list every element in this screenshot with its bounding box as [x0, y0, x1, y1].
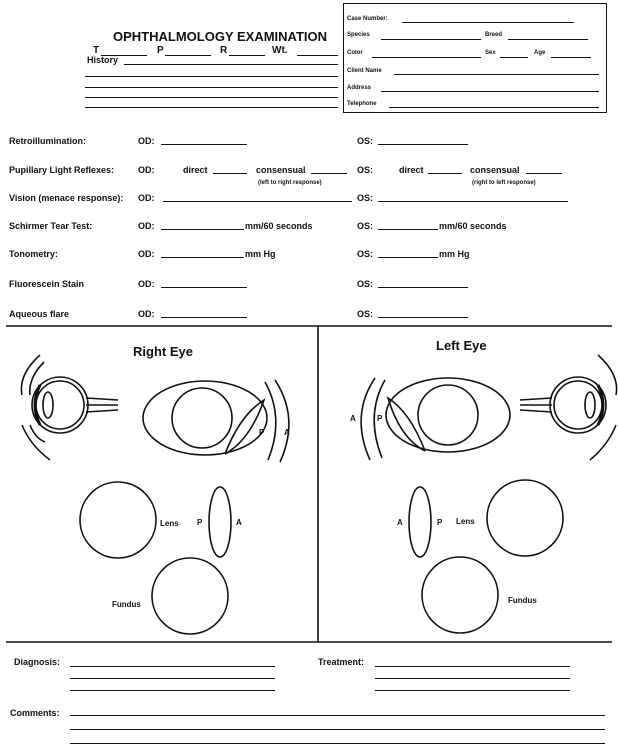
color-label: Color — [347, 50, 363, 56]
fluorescein-label: Fluorescein Stain — [9, 279, 85, 289]
aqueous-flare-label: Aqueous flare — [9, 309, 70, 319]
units-label: mm/60 seconds — [245, 221, 313, 231]
resp-label: R — [220, 45, 228, 56]
left-eye-cross-section — [520, 355, 617, 460]
form-title: OPHTHALMOLOGY EXAMINATION — [113, 29, 328, 44]
anterior-label: A — [236, 518, 242, 527]
comments-line[interactable] — [70, 729, 605, 730]
species-label: Species — [347, 32, 370, 38]
right-fundus-circle[interactable] — [152, 558, 228, 634]
direct-label: direct — [399, 165, 424, 175]
units-label: mm Hg — [245, 249, 276, 259]
diagnosis-line[interactable] — [70, 690, 275, 691]
pulse-label: P — [157, 45, 164, 56]
telephone-label: Telephone — [347, 101, 377, 107]
od-label: OD: — [138, 279, 155, 289]
od-label: OD: — [138, 136, 155, 146]
od-label: OD: — [138, 309, 155, 319]
pupillary-label: Pupillary Light Reflexes: — [9, 165, 115, 175]
right-to-left-note: (right to left response) — [472, 180, 536, 186]
treatment-line[interactable] — [375, 690, 570, 691]
left-to-right-note: (left to right response) — [258, 180, 322, 186]
units-label: mm/60 seconds — [439, 221, 507, 231]
history-label: History — [87, 55, 119, 65]
od-label: OD: — [138, 221, 155, 231]
breed-label: Breed — [485, 32, 503, 38]
temp-label: T — [93, 45, 100, 56]
od-label: OD: — [138, 249, 155, 259]
posterior-label: P — [377, 414, 383, 423]
treatment-line[interactable] — [375, 678, 570, 679]
os-label: OS: — [357, 309, 374, 319]
left-eye-front-view — [361, 378, 510, 460]
os-label: OS: — [357, 193, 374, 203]
left-eye-title: Left Eye — [436, 338, 487, 353]
fundus-label: Fundus — [112, 600, 141, 609]
consensual-label: consensual — [256, 165, 306, 175]
lens-label: Lens — [160, 519, 179, 528]
client-name-label: Client Name — [347, 68, 382, 74]
os-label: OS: — [357, 165, 374, 175]
consensual-label: consensual — [470, 165, 520, 175]
age-label: Age — [534, 50, 546, 56]
comments-label: Comments: — [10, 708, 60, 718]
os-label: OS: — [357, 279, 374, 289]
posterior-label: P — [197, 518, 203, 527]
weight-label: Wt. — [272, 45, 288, 56]
od-label: OD: — [138, 165, 155, 175]
sex-label: Sex — [485, 50, 496, 56]
lens-label: Lens — [456, 517, 475, 526]
right-lens-profile[interactable] — [209, 487, 231, 557]
retroillumination-label: Retroillumination: — [9, 136, 86, 146]
anterior-label: A — [350, 414, 356, 423]
left-lens-circle[interactable] — [487, 480, 563, 556]
os-label: OS: — [357, 249, 374, 259]
comments-line[interactable] — [70, 743, 605, 744]
diagnosis-line[interactable] — [70, 666, 275, 667]
direct-label: direct — [183, 165, 208, 175]
posterior-label: P — [437, 518, 443, 527]
vision-label: Vision (menace response): — [9, 193, 124, 203]
os-label: OS: — [357, 221, 374, 231]
od-label: OD: — [138, 193, 155, 203]
schirmer-label: Schirmer Tear Test: — [9, 221, 93, 231]
anterior-label: A — [397, 518, 403, 527]
right-lens-circle[interactable] — [80, 482, 156, 558]
right-eye-cross-section — [21, 355, 118, 460]
tonometry-label: Tonometry: — [9, 249, 58, 259]
right-eye-front-view — [143, 380, 289, 462]
fundus-label: Fundus — [508, 596, 537, 605]
os-label: OS: — [357, 136, 374, 146]
right-eye-title: Right Eye — [133, 344, 193, 359]
diagnosis-label: Diagnosis: — [14, 657, 61, 667]
left-lens-profile[interactable] — [409, 487, 431, 557]
anterior-label: A — [284, 428, 290, 437]
treatment-label: Treatment: — [318, 657, 365, 667]
left-fundus-circle[interactable] — [422, 557, 498, 633]
comments-line[interactable] — [70, 715, 605, 716]
posterior-label: P — [259, 428, 265, 437]
case-number-label: Case Number: — [347, 16, 388, 22]
diagnosis-line[interactable] — [70, 678, 275, 679]
units-label: mm Hg — [439, 249, 470, 259]
address-label: Address — [347, 85, 372, 91]
treatment-line[interactable] — [375, 666, 570, 667]
